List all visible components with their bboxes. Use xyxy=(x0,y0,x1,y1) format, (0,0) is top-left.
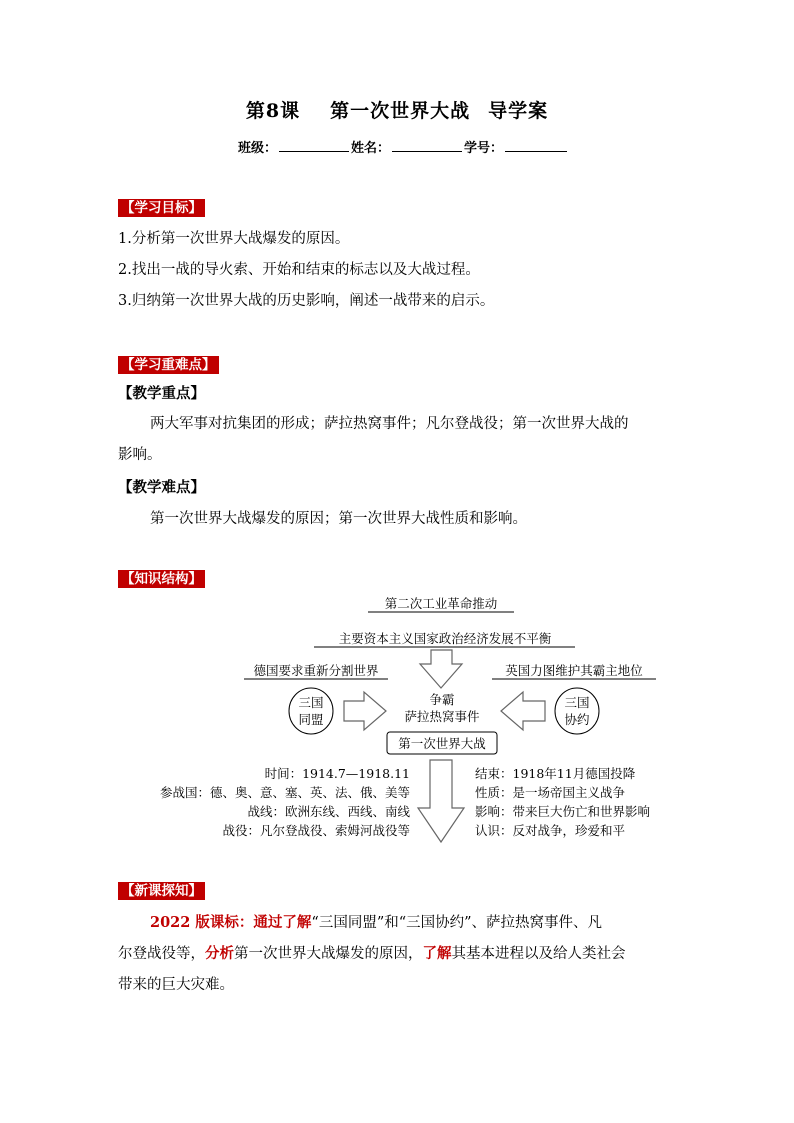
standard-text-1: “三国同盟”和“三国协约”、萨拉热窝事件、凡 xyxy=(311,915,603,931)
structure-war-box: 第一次世界大战 xyxy=(398,736,486,751)
standard-line-1 xyxy=(150,912,602,934)
right-line-2: 性质：是一场帝国主义战争 xyxy=(475,785,626,800)
class-label: 班级： xyxy=(238,141,278,156)
standard-line-3: 带来的巨大灾难。 xyxy=(118,977,234,993)
down-arrow-1 xyxy=(420,650,462,688)
structure-left-top: 德国要求重新分割世界 xyxy=(253,663,379,678)
structure-top1: 第二次工业革命推动 xyxy=(384,596,498,611)
left-line-2: 参战国：德、奥、意、塞、英、法、俄、美等 xyxy=(159,785,410,800)
focus-tag: 【学习重难点】 xyxy=(118,354,219,374)
right-arrow xyxy=(344,692,386,730)
left-line-1: 时间：1914.7—1918.11 xyxy=(264,766,410,781)
structure-tag: 【知识结构】 xyxy=(118,568,205,588)
key-text-line1: 两大军事对抗集团的形成；萨拉热窝事件；凡尔登战役；第一次世界大战的 xyxy=(150,416,629,432)
right-line-4: 认识：反对战争，珍爱和平 xyxy=(475,823,626,838)
right-line-1: 结束：1918年11月德国投降 xyxy=(475,766,636,781)
left-circle-line2: 同盟 xyxy=(298,712,324,727)
left-arrow xyxy=(501,692,545,730)
standard-verb-1: 通过了解 xyxy=(253,914,312,931)
right-circle-line2: 协约 xyxy=(564,712,590,727)
goal-item-2: 2.找出一战的导火索、开始和结束的标志以及大战过程。 xyxy=(118,262,480,278)
structure-top2: 主要资本主义国家政治经济发展不平衡 xyxy=(338,631,552,646)
left-line-3: 战线：欧洲东线、西线、南线 xyxy=(247,804,410,819)
goals-tag: 【学习目标】 xyxy=(118,197,205,217)
right-line-3: 影响：带来巨大伤亡和世界影响 xyxy=(475,804,651,819)
standard-text-3: 第一次世界大战爆发的原因， xyxy=(234,946,423,962)
standard-verb-2: 分析 xyxy=(205,945,234,962)
down-arrow-2 xyxy=(418,760,464,842)
goal-item-1: 1.分析第一次世界大战爆发的原因。 xyxy=(118,231,350,247)
key-heading: 【教学重点】 xyxy=(118,385,205,402)
standard-text-4: 其基本进程以及给人类社会 xyxy=(451,946,626,962)
name-label: 姓名： xyxy=(351,141,391,156)
standard-verb-3: 了解 xyxy=(422,945,452,962)
structure-right-top: 英国力图维护其霸主地位 xyxy=(505,663,643,678)
standard-label: 2022 版课标： xyxy=(150,914,254,931)
structure-center2: 萨拉热窝事件 xyxy=(404,709,480,724)
structure-center1: 争霸 xyxy=(429,692,455,707)
newlesson-tag: 【新课探知】 xyxy=(118,880,205,900)
lesson-number: 第8课 xyxy=(245,100,301,122)
key-text-line2: 影响。 xyxy=(118,447,162,463)
hard-heading: 【教学难点】 xyxy=(118,479,205,496)
lesson-title: 第一次世界大战 xyxy=(330,100,471,122)
standard-line-2 xyxy=(118,943,626,965)
hard-text: 第一次世界大战爆发的原因；第一次世界大战性质和影响。 xyxy=(150,511,527,527)
right-circle-line1: 三国 xyxy=(564,695,590,710)
left-line-4: 战役：凡尔登战役、索姆河战役等 xyxy=(222,823,410,838)
goal-item-3: 3.归纳第一次世界大战的历史影响，阐述一战带来的启示。 xyxy=(118,293,495,309)
number-label: 学号： xyxy=(464,141,504,156)
standard-text-2: 尔登战役等， xyxy=(118,946,205,962)
left-circle-line1: 三国 xyxy=(298,695,324,710)
lesson-suffix: 导学案 xyxy=(488,100,549,122)
